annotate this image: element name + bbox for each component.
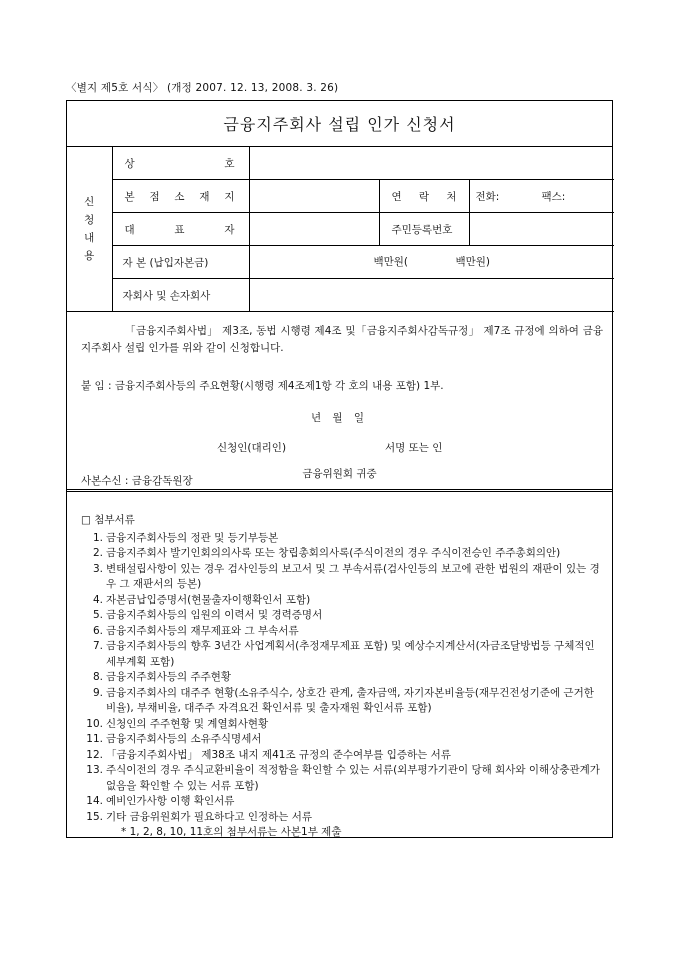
documents-list xyxy=(81,531,603,826)
document-item-number: 5. xyxy=(92,609,103,621)
document-item xyxy=(81,546,603,562)
subsidiary-label: 자회사 및 손자회사 xyxy=(112,279,249,312)
document-item xyxy=(81,608,603,624)
resident-number-field[interactable] xyxy=(469,213,614,246)
divider xyxy=(67,491,612,492)
attachment-line: 붙 임 : 금융지주회사등의 주요현황(시행령 제4조제1항 각 호의 내용 포함) 1부. xyxy=(81,380,444,392)
document-item-text: 금융지주회사 발기인회의의사록 또는 창립총회의사록(주식이전의 경우 주식이전승인 주주총회의안) xyxy=(106,547,561,559)
document-item xyxy=(81,810,603,826)
document-item xyxy=(81,717,603,733)
signature-label[interactable]: 서명 또는 인 xyxy=(385,442,443,454)
document-item xyxy=(81,763,603,794)
document-item-number: 13. xyxy=(86,764,103,776)
documents-note: * 1, 2, 8, 10, 11호의 첨부서류는 사본1부 제출 xyxy=(121,826,342,838)
document-item-text: 금융지주회사등의 향후 3년간 사업계획서(추정재무제표 포함) 및 예상수지계산서(자금조달방법등 구체적인 세부계획 포함) xyxy=(106,640,595,668)
document-item-number: 2. xyxy=(92,547,103,559)
document-item xyxy=(81,686,603,717)
declaration-text: 「금융지주회사법」 제3조, 동법 시행령 제4조 및「금융지주회사감독규정」 제7조 규정에 의하여 금융지주회사 설립 인가를 위와 같이 신청합니다. xyxy=(81,325,603,354)
document-item xyxy=(81,624,603,640)
document-item-text: 금융지주회사등의 주주현황 xyxy=(106,671,232,683)
document-item-number: 10. xyxy=(86,717,103,730)
document-item-text: 주식이전의 경우 주식교환비율이 적정함을 확인할 수 있는 서류(외부평가기관이 당해 회사와 이해상충관계가 없음을 확인할 수 있는 서류 포함) xyxy=(106,764,600,792)
company-name-label: 상 호 xyxy=(112,147,249,180)
representative-field[interactable] xyxy=(249,213,379,246)
document-item-number: 1. xyxy=(92,531,103,544)
document-item-text: 금융지주회사등의 임원의 이력서 및 경력증명서 xyxy=(106,609,323,621)
cc-line: 사본수신 : 금융감독원장 xyxy=(81,475,193,487)
document-item-number: 9. xyxy=(92,686,103,699)
subsidiary-field[interactable] xyxy=(249,279,614,312)
document-item xyxy=(81,794,603,810)
document-item-text: 금융지주회사등의 소유주식명세서 xyxy=(106,733,262,745)
document-item-number: 15. xyxy=(86,810,103,823)
capital-unit-2: 백만원) xyxy=(455,256,491,268)
document-item-text: 자본금납입증명서(현물출자이행확인서 포함) xyxy=(106,593,311,606)
document-item-number: 11. xyxy=(86,733,103,745)
document-item-text: 변태설립사항이 있는 경우 검사인등의 보고서 및 그 부속서류(검사인등의 보고에 관한 법원의 재판이 있는 경우 그 재판서의 등본) xyxy=(106,562,600,590)
applicant-label: 신청인(대리인) xyxy=(217,442,287,454)
document-item xyxy=(81,670,603,686)
document-item-text: 예비인가사항 이행 확인서류 xyxy=(106,795,235,807)
capital-unit-1: 백만원( xyxy=(373,256,409,268)
side-label: 신 청 내 용 xyxy=(67,147,112,312)
contact-label: 연 락 처 xyxy=(379,180,469,213)
document-item-text: 금융지주회사의 대주주 현황(소유주식수, 상호간 관계, 출자금액, 자기자본비율등(재무건전성기준에 근거한 비율), 부채비율, 대주주 자격요건 확인서류 및 출자재원 확인서류 포함) xyxy=(106,686,594,714)
phone-label: 전화: xyxy=(475,190,500,203)
document-item-number: 7. xyxy=(92,640,103,652)
capital-field[interactable] xyxy=(249,246,614,279)
document-item-text: 「금융지주회사법」 제38조 내지 제41조 규정의 준수여부를 입증하는 서류 xyxy=(106,748,451,761)
document-item xyxy=(81,748,603,764)
application-form xyxy=(66,100,613,838)
document-item-number: 4. xyxy=(92,593,103,606)
document-item-text: 기타 금융위원회가 필요하다고 인정하는 서류 xyxy=(106,810,313,823)
date-line[interactable]: 년 월 일 xyxy=(310,412,369,424)
document-item xyxy=(81,639,603,670)
form-header: 〈별지 제5호 서식〉 (개정 2007. 12. 13, 2008. 3. 26) xyxy=(66,82,339,94)
document-item-number: 3. xyxy=(92,562,103,575)
document-item xyxy=(81,593,603,609)
document-item-text: 신청인의 주주현황 및 계열회사현황 xyxy=(106,717,269,730)
hq-address-label: 본 점 소 재 지 xyxy=(112,180,249,213)
document-item xyxy=(81,732,603,748)
attached-documents xyxy=(81,513,603,841)
document-item xyxy=(81,531,603,547)
document-item-number: 6. xyxy=(92,624,103,637)
fax-label: 팩스: xyxy=(541,190,566,203)
documents-heading: □ 첨부서류 xyxy=(81,514,135,526)
representative-label: 대 표 자 xyxy=(112,213,249,246)
document-item-number: 14. xyxy=(86,795,103,807)
capital-label: 자 본 (납입자본금) xyxy=(112,246,249,279)
form-title: 금융지주회사 설립 인가 신청서 xyxy=(67,101,612,147)
document-item-number: 12. xyxy=(86,748,103,761)
document-item-number: 8. xyxy=(92,671,103,683)
declaration-section xyxy=(67,312,612,490)
company-name-field[interactable] xyxy=(249,147,614,180)
addressee: 금융위원회 귀중 xyxy=(302,468,377,480)
document-item-text: 금융지주회사등의 재무제표와 그 부속서류 xyxy=(106,624,299,637)
contact-field[interactable] xyxy=(469,180,614,213)
hq-address-field[interactable] xyxy=(249,180,379,213)
application-table xyxy=(67,147,614,312)
resident-number-label: 주민등록번호 xyxy=(379,213,469,246)
document-item-text: 금융지주회사등의 정관 및 등기부등본 xyxy=(106,531,279,544)
document-item xyxy=(81,562,603,593)
